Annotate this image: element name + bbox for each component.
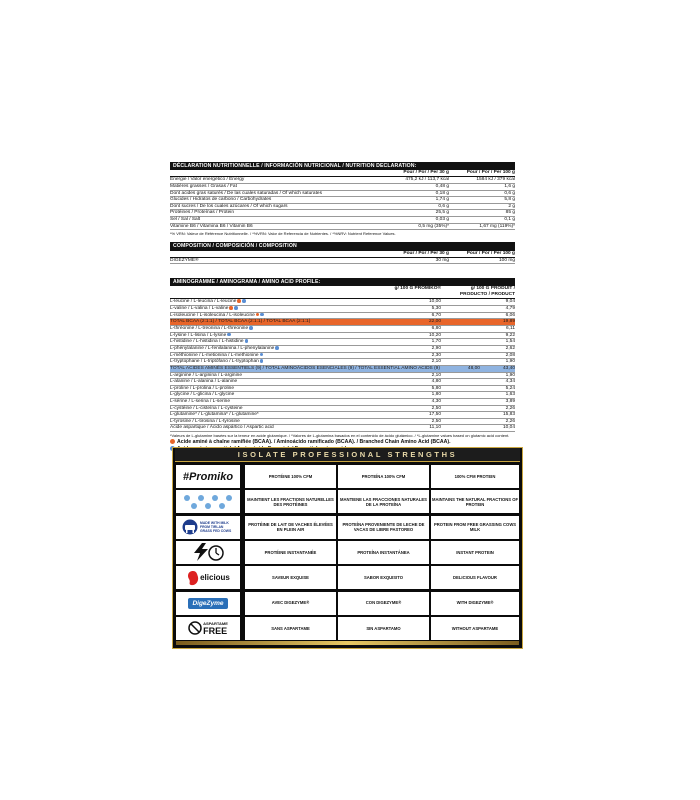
value-per-100g: 5,8 g (504, 197, 515, 203)
essential-dot-icon (242, 299, 246, 303)
nutrition-row (170, 224, 515, 231)
nutrient-label: Glucides / Hidratos de carbono / Carbohydrates (170, 197, 272, 203)
value-per-100g: 1,67 mg (119%)* (479, 223, 515, 229)
nutrient-label: Énergie / Valor energético / Energy (170, 177, 245, 183)
value-per-100g-promiko: 48,00 (467, 365, 480, 371)
aminogram-row (170, 326, 515, 333)
value-per-30g: 475,2 kJ / 113,7 kcal (405, 177, 449, 183)
value-per-100g-product: 1,63 (505, 392, 515, 398)
value-per-100g-product: 43,40 (502, 365, 515, 371)
nutrient-label: Matières grasses / Grasas / Fat (170, 183, 237, 189)
strength-row (176, 541, 516, 564)
strength-text-en: PROTEIN FROM FREE GRASSING COWS MILK (431, 516, 519, 539)
nutrition-row (170, 177, 515, 184)
strength-text-fr: SAVEUR EXQUISE (245, 566, 336, 589)
strength-text-fr: PROTÉINE INSTANTANÉE (245, 541, 336, 564)
value-per-100g: 2 g (508, 203, 515, 209)
strength-text-es: SIN ASPARTAMO (338, 617, 429, 640)
essential-dot-icon (227, 333, 231, 337)
amino-label: L-valine / L-valina / L-valine (170, 306, 351, 312)
aminogram-row (170, 412, 515, 419)
strength-row (176, 490, 519, 513)
value-per-100g-product: 10,04 (502, 425, 515, 431)
amino-label: L-glutamine* / L-glutamina* / L-glutamine* (170, 412, 259, 418)
composition-column-header: Pour / Por / Per 30 g Pour / Por / Per 100 g (170, 251, 515, 258)
bcaa-dot-icon (229, 306, 233, 310)
amino-label: L-proline / L-prolina / L-proline (170, 385, 234, 391)
strength-row (176, 516, 516, 539)
value-per-30g: 30 mg (435, 257, 449, 263)
value-per-100g: 0,6 g (504, 190, 515, 196)
value-per-100g-product: 4,34 (505, 379, 515, 385)
aspartame-free-icon: ASPARTAME FREE (176, 617, 240, 640)
value-per-100g: 0,1 g (504, 216, 515, 222)
value-per-100g-product: 5,24 (505, 385, 515, 391)
strength-row (176, 617, 516, 640)
aminogram-column-header: g/ 100 G PROMIKO® g/ 100 G PRODUIT / PRODUCTO / PRODUCT (170, 286, 515, 299)
value-per-100g-product: 2,26 (505, 418, 515, 424)
value-per-100g-product: 2,08 (505, 352, 515, 358)
nutrient-label: Protéines / Proteínas / Protein (170, 210, 234, 216)
aminogram-row (170, 346, 515, 353)
value-per-30g: 0,48 g (435, 183, 449, 189)
strength-row (176, 566, 516, 589)
nutrition-header: DÉCLARATION NUTRITIONNELLE / INFORMACIÓN NUTRICIONAL / NUTRITION DECLARATION: (170, 162, 515, 170)
value-per-100g-promiko: 4,80 (431, 379, 441, 385)
strength-text-en: MAINTAINS THE NATURAL FRACTIONS OF PROTEIN (431, 490, 519, 513)
composition-row (170, 258, 515, 265)
value-per-100g-promiko: 1,80 (431, 392, 441, 398)
instant-lightning-icon (176, 541, 240, 564)
essential-dot-icon (260, 359, 264, 363)
bcaa-dot-icon (237, 299, 241, 303)
amino-label: L-tyrosine / L-tirosina / L-tyrosine (170, 418, 240, 424)
value-per-100g-promiko: 6,80 (431, 326, 441, 332)
gold-bar (176, 641, 519, 645)
strength-text-es: PROTEÍNA 100% CFM (338, 465, 429, 488)
value-per-100g-product: 1,90 (505, 359, 515, 365)
aminogram-row (170, 392, 515, 399)
strengths-title: ISOLATE PROFESSIONAL STRENGTHS (175, 448, 520, 462)
strength-text-fr: AVEC DIGEZYME® (245, 592, 336, 615)
nutrition-column-header: Pour / Por / Per 30 g Pour / Por / Per 100 g (170, 170, 515, 177)
strength-text-es: SABOR EXQUISITO (338, 566, 429, 589)
aminogram-row (170, 359, 515, 366)
value-per-100g: 1,6 g (504, 183, 515, 189)
value-per-100g-product: 19,89 (502, 319, 515, 325)
essential-dot-icon (275, 346, 279, 350)
essential-dot-icon (245, 339, 249, 343)
aminogram-row (170, 339, 515, 346)
value-per-30g: 0,6 g (438, 203, 449, 209)
nutrition-row (170, 217, 515, 224)
strength-text-fr: PROTÉINE DE LAIT DE VACHES ÉLEVÉES EN PLEIN AIR (245, 516, 336, 539)
nutrition-table (170, 177, 515, 230)
aminogram-table (170, 299, 515, 431)
legend-bcaa: Acide aminé à chaîne ramifiée (BCAA). / Aminoácido ramificado (BCAA). / Branched Chain Amino Acid (BCAA). (170, 439, 515, 446)
aminogram-footnote: *Valeurs de L-glutamine basées sur la teneur en acide glutamique. / *Valores de L-glutamina basados en el contenido de ácido glutámico. / *L-glutamine values based on glutamic acid content. (170, 432, 510, 438)
nutrient-label: Dont acides gras saturés / De las cuales saturadas / Of which saturates (170, 190, 322, 196)
aminogram-row (170, 306, 515, 313)
value-per-100g-promiko: 2,50 (431, 418, 441, 424)
value-per-100g-promiko: 4,30 (431, 398, 441, 404)
value-per-100g-product: 2,62 (505, 346, 515, 351)
nutrition-row (170, 197, 515, 204)
value-per-30g: 1,74 g (435, 197, 449, 203)
amino-label: TOTAL ACIDES AMINÉS ESSENTIELS (9) / TOTAL AMINOÁCIDOS ESENCIALES (9) / TOTAL ESSENTIAL AMINO ACIDS (9) (170, 365, 440, 371)
grass-fed-cow-icon: MADE WITH MILK FROM TIRLAN GRASS FED COWS (176, 516, 240, 539)
value-per-100g-promiko: 2,90 (431, 346, 441, 351)
value-per-100g-promiko: 11,10 (429, 425, 441, 431)
nutrient-label: Vitamine B6 / Vitamina B6 / Vitamin B6 (170, 223, 253, 229)
amino-label: TOTAL BCAA (2:1:1) / TOTAL BCAA (2:1:1) / TOTAL BCAA (2:1:1) (170, 319, 311, 325)
value-per-30g: 0,18 g (435, 190, 449, 196)
essential-dot-icon (249, 326, 253, 330)
essential-dot-icon (260, 313, 264, 317)
amino-label: L-cystéine / L-cisteína / L-cysteine (170, 405, 243, 411)
amino-label: L-alanine / L-alanina / L-alanine (170, 379, 238, 385)
composition-header: COMPOSITION / COMPOSICIÓN / COMPOSITION (170, 242, 515, 250)
essential-dot-icon (260, 353, 264, 357)
value-per-100g: 100 mg (499, 257, 515, 263)
amino-label: L-arginine / L-arginina / L-arginine (170, 372, 242, 378)
value-per-100g-product: 6,06 (505, 312, 515, 318)
strength-text-en: WITHOUT ASPARTAME (431, 617, 519, 640)
nutrition-row (170, 210, 515, 217)
nutrient-label: Sel / Sal / Salt (170, 216, 201, 222)
composition-table (170, 258, 515, 265)
value-per-100g-product: 9,04 (505, 299, 515, 305)
value-per-100g-product: 2,26 (505, 405, 515, 411)
aminogram-row (170, 425, 515, 432)
value-per-30g: 25,5 g (435, 210, 449, 216)
strengths-panel (172, 447, 523, 649)
value-per-30g: 0,03 g (435, 216, 449, 222)
strength-row (176, 592, 516, 615)
strength-text-es: PROTEÍNA INSTANTÁNEA (338, 541, 429, 564)
strength-text-en: DELICIOUS FLAVOUR (431, 566, 519, 589)
delicious-logo-icon: elicious (176, 566, 240, 589)
nutrition-footnote: *% VRN: Valeur de Référence Nutritionnelle. / *%VRN: Valor de Referencia de Nutrientes. / *%NRV: Nutrient Reference Values. (170, 231, 396, 237)
value-per-100g-product: 3,89 (505, 398, 515, 404)
amino-label: L-isoleucine / L-isoleucina / L-isoleucine (170, 313, 351, 319)
amino-label: L-lysine / L-lisina / L-lysine (170, 333, 351, 339)
value-per-100g-product: 1,54 (505, 339, 515, 345)
bcaa-dot-icon (170, 439, 175, 444)
strength-text-en: WITH DIGEZYME® (431, 592, 519, 615)
value-per-100g-promiko: 2,10 (431, 372, 441, 378)
aminogram-total-row (170, 366, 515, 373)
value-per-100g: 85 g (505, 210, 515, 216)
value-per-100g-promiko: 2,10 (431, 359, 441, 365)
native-fractions-icon (176, 490, 240, 513)
aminogram-header: AMINOGRAMME / AMINOGRAMA / AMINO ACID PROFILE: (170, 278, 515, 286)
value-per-100g-promiko: 17,50 (428, 412, 441, 418)
value-per-100g-product: 1,90 (505, 372, 515, 378)
amino-label: Acide aspartique / Ácido aspártico / Aspartic acid (170, 425, 274, 431)
strength-row (176, 465, 516, 488)
strength-text-en: INSTANT PROTEIN (431, 541, 519, 564)
nutrition-sheet (170, 162, 515, 453)
amino-label: L-tryptophane / L-triptófano / L-tryptophan (170, 359, 351, 365)
value-per-100g-product: 4,79 (505, 306, 515, 312)
strength-text-en: 100% CFM PROTEIN (431, 465, 519, 488)
ingredient-label: DIGEZYME® (170, 257, 199, 263)
amino-label: L-histidine / L-histidina / L-histidine (170, 339, 351, 345)
aminogram-row (170, 379, 515, 386)
value-per-100g: 1584 kJ / 379 kcal (476, 177, 515, 183)
amino-label: L-thréonine / L-treonina / L-threonine (170, 326, 351, 332)
bcaa-dot-icon (256, 313, 260, 317)
strength-text-es: PROTEÍNA PROVENIENTE DE LECHE DE VACAS DE LIBRE PASTOREO (338, 516, 429, 539)
value-per-100g-promiko: 22,00 (428, 319, 441, 325)
strength-text-fr: MAINTIENT LES FRACTIONS NATURELLES DES PROTÉINES (245, 490, 336, 513)
strength-text-es: MANTIENE LAS FRACCIONES NATURALES DE LA PROTEÍNA (338, 490, 429, 513)
value-per-100g-promiko: 5,80 (431, 385, 441, 391)
strength-text-fr: SANS ASPARTAME (245, 617, 336, 640)
value-per-100g-promiko: 10,00 (428, 299, 441, 305)
value-per-100g-promiko: 2,50 (431, 405, 441, 411)
value-per-100g-promiko: 6,70 (431, 312, 441, 318)
strength-text-fr: PROTÉINE 100% CFM (245, 465, 336, 488)
value-per-100g-promiko: 1,70 (431, 339, 441, 345)
amino-label: L-glycine / L-glicina / L-glycine (170, 392, 235, 398)
amino-label: L-phénylalanine / L-fenilalanina / L-phenylalanine (170, 346, 351, 352)
amino-label: L-leucine / L-leucina / L-leucine (170, 299, 351, 305)
promiko-logo-icon: #Promiko (176, 465, 240, 488)
nutrient-label: Dont sucres / De los cuales azúcares / Of which sugars (170, 203, 288, 209)
nutrition-row (170, 184, 515, 191)
strength-text-es: CON DIGEZYME® (338, 592, 429, 615)
value-per-100g-product: 6,11 (506, 326, 515, 332)
value-per-100g-product: 9,22 (505, 332, 515, 338)
amino-label: L-méthionine / L-metionina / L-methionine (170, 353, 351, 359)
aminogram-row (170, 399, 515, 406)
essential-dot-icon (234, 306, 238, 310)
value-per-30g: 0,5 mg (35%)* (418, 223, 449, 229)
amino-label: L-sérine / L-serina / L-serine (170, 398, 230, 404)
digezyme-logo-icon: DigeZyme (176, 592, 240, 615)
value-per-100g-promiko: 10,20 (428, 332, 441, 338)
value-per-100g-product: 15,83 (502, 412, 515, 418)
value-per-100g-promiko: 2,30 (431, 352, 441, 358)
value-per-100g-promiko: 5,30 (431, 306, 441, 312)
